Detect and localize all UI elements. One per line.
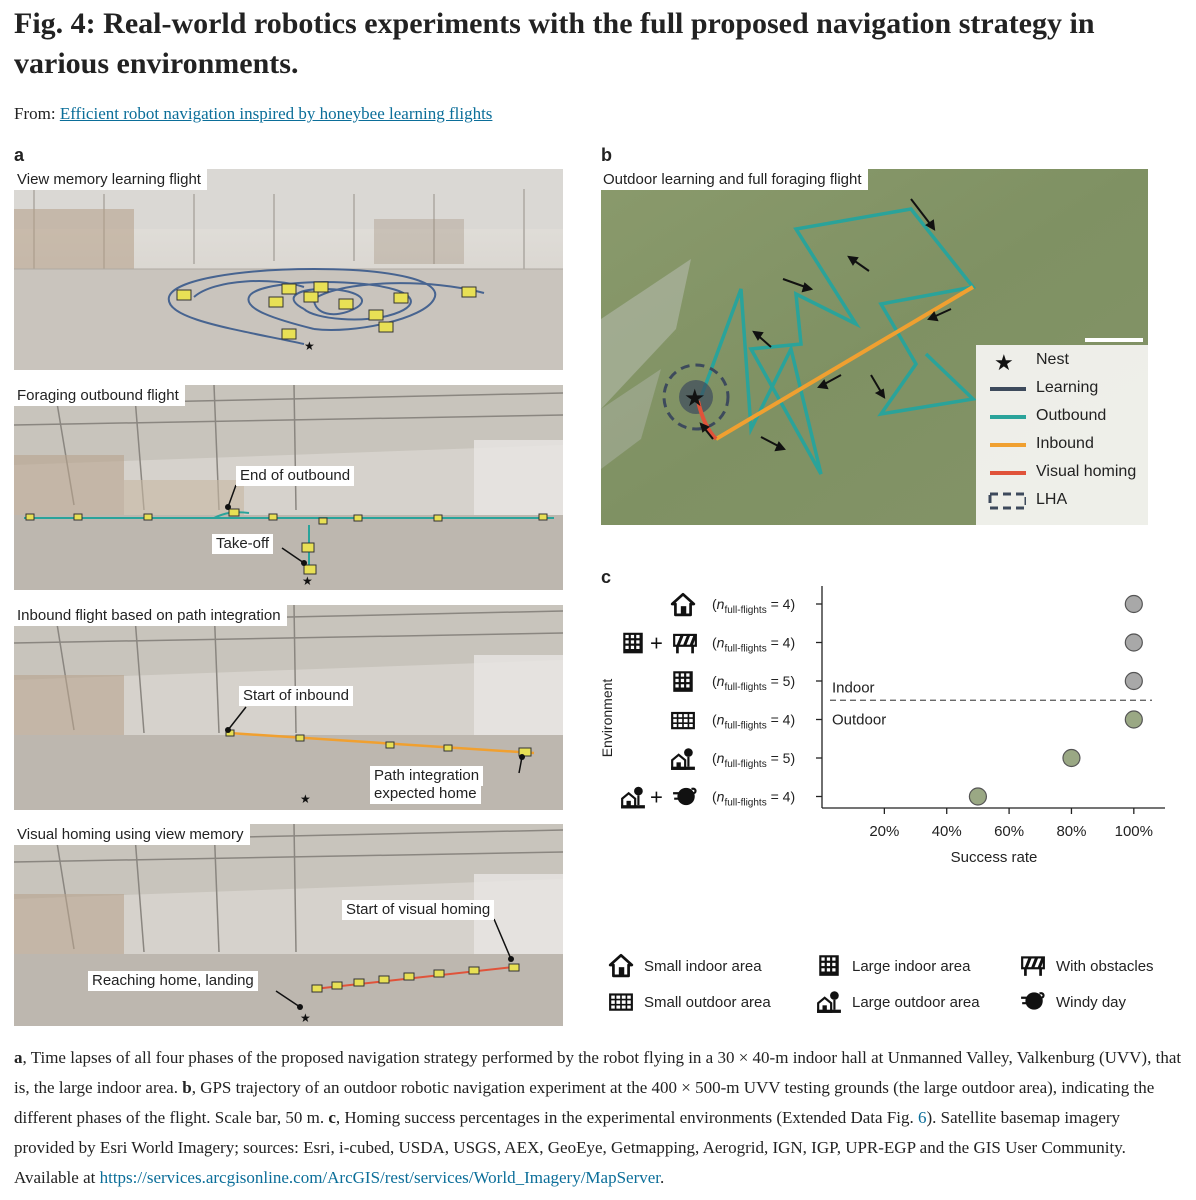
callout-reaching-home: Reaching home, landing [88, 971, 258, 991]
legend-label: Inbound [1036, 435, 1094, 452]
callout-expected-home: expected home [370, 784, 481, 804]
callout-end-of-outbound: End of outbound [236, 466, 354, 486]
data-point [1125, 711, 1142, 728]
svg-text:★: ★ [304, 339, 315, 353]
callout-path-integration: Path integration [370, 766, 483, 786]
callout-start-of-visual-homing: Start of visual homing [342, 900, 494, 920]
large-indoor-icon [623, 633, 643, 654]
caption-letter-b: b [182, 1078, 192, 1097]
svg-text:★: ★ [302, 574, 313, 588]
caption-c-text: , Homing success percentages in the experimental environments (Extended Data Fig. [335, 1108, 918, 1127]
learning-flight-photo [14, 169, 563, 370]
data-point [1063, 750, 1080, 767]
success-rate-chart [600, 568, 1190, 878]
gps-trajectory-map [601, 169, 1148, 525]
key-label: Windy day [1056, 994, 1127, 1011]
row-n-label: $(n_{full-flights} = 4)$ [712, 596, 796, 616]
y-axis-label: Environment [600, 678, 615, 758]
plus-sign: + [650, 784, 663, 810]
data-point [1125, 596, 1142, 613]
chart-plot [600, 568, 1190, 878]
caption-end: . [660, 1168, 665, 1187]
article-link[interactable]: Efficient robot navigation inspired by honeybee learning flights [59, 104, 493, 123]
callout-start-of-inbound: Start of inbound [239, 686, 353, 706]
map-legend [976, 345, 1148, 525]
legend-item-lha [976, 487, 1148, 515]
obstacles-icon [1022, 957, 1045, 975]
row-n-label: $(n_{full-flights} = 4)$ [712, 634, 796, 655]
indoor-label: Indoor [832, 679, 875, 697]
data-point [969, 788, 986, 805]
imagery-url-link[interactable]: https://services.arcgisonline.com/ArcGIS/rest/services/World_Imagery/MapServer [99, 1168, 661, 1187]
source-line [14, 104, 492, 124]
legend-label: LHA [1036, 491, 1068, 508]
legend-item-inbound [976, 431, 1148, 459]
figure-caption [14, 1043, 1184, 1193]
x-tick-label: 80% [1056, 823, 1087, 840]
small-outdoor-icon [610, 995, 632, 1010]
visual-homing-photo [14, 824, 563, 1026]
photo-label: Visual homing using view memory [14, 824, 250, 845]
legend-label: Learning [1036, 379, 1099, 396]
row-n-label: $(n_{full-flights} = 5)$ [712, 750, 796, 770]
obstacles-icon [674, 635, 697, 653]
icon-key [600, 944, 1190, 1024]
figure-title: Fig. 4: Real-world robotics experiments with the full proposed navigation strategy in various environments. [14, 7, 1095, 80]
large-indoor-icon [673, 671, 693, 692]
data-point [1125, 634, 1142, 651]
panel-a-letter: a [14, 145, 25, 165]
caption-a-text: , Time lapses of all four phases of the proposed navigation strategy performed by the robot flying in a 30 × 40-m indoor hall at Unmanned Valley, Valkenburg (UVV), that is, the large indoor area. [14, 1048, 1182, 1097]
caption-b-text: , GPS trajectory of an outdoor robotic navigation experiment at the 400 × 500-m UVV testing grounds (the large outdoor area), indicating the different phases of the flight. Scale bar, 50 m. [14, 1078, 1155, 1127]
map-title: Outdoor learning and full foraging flight [601, 169, 868, 190]
star-icon [986, 347, 1026, 375]
legend-item-nest [976, 347, 1148, 375]
x-tick-label: 40% [931, 823, 962, 840]
x-tick-label: 60% [994, 823, 1025, 840]
svg-text:★: ★ [994, 351, 1014, 375]
key-label: Large indoor area [852, 958, 971, 975]
outdoor-label: Outdoor [832, 711, 887, 729]
key-label: Small outdoor area [644, 994, 771, 1011]
small-indoor-icon [672, 594, 694, 615]
photo-label: View memory learning flight [14, 169, 207, 190]
svg-text:★: ★ [300, 792, 311, 806]
x-axis-label: Success rate [950, 849, 1038, 866]
large-indoor-icon [819, 955, 839, 976]
panel-b-letter: b [601, 145, 612, 165]
extended-data-link[interactable]: 6 [917, 1108, 927, 1127]
legend-label: Outbound [1036, 407, 1107, 424]
callout-take-off: Take-off [212, 534, 273, 554]
svg-text:★: ★ [684, 384, 706, 412]
photo-label: Inbound flight based on path integration [14, 605, 287, 626]
legend-label: Nest [1036, 351, 1069, 368]
inbound-flight-photo [14, 605, 563, 810]
large-outdoor-icon [621, 787, 645, 809]
windy-icon [673, 788, 695, 805]
large-outdoor-icon [671, 748, 695, 770]
outbound-flight-photo [14, 385, 563, 590]
plus-sign: + [650, 630, 663, 656]
caption-letter-a: a [14, 1048, 23, 1067]
caption-letter-c: c [328, 1108, 336, 1127]
legend-item-visual-homing [976, 459, 1148, 487]
caption-c-text2: ). Satellite basemap imagery provided by Esri World Imagery; sources: Esri, i-cubed, USDA, USGS, AEX, GeoEye, Getmapping, Aerogrid, IGN, IGP, UPR-EGP and the GIS User Community. Available at [14, 1108, 1126, 1187]
row-n-label: $(n_{full-flights} = 4)$ [712, 788, 796, 809]
row-n-label: $(n_{full-flights} = 5)$ [712, 673, 796, 693]
legend-item-learning [976, 375, 1148, 403]
photo-label: Foraging outbound flight [14, 385, 185, 406]
key-label: Large outdoor area [852, 994, 980, 1011]
x-tick-label: 20% [869, 823, 900, 840]
small-outdoor-icon [672, 713, 694, 728]
from-prefix: From: [14, 104, 60, 123]
legend-item-outbound [976, 403, 1148, 431]
icon-key-svg [600, 944, 1190, 1024]
svg-text:★: ★ [300, 1011, 311, 1025]
x-tick-label: 100% [1114, 823, 1154, 840]
legend-label: Visual homing [1036, 463, 1137, 480]
small-indoor-icon [610, 955, 632, 976]
windy-icon [1021, 992, 1043, 1009]
key-label: Small indoor area [644, 958, 762, 975]
data-point [1125, 673, 1142, 690]
row-n-label: $(n_{full-flights} = 4)$ [712, 711, 796, 732]
panel-c-letter: c [601, 567, 612, 587]
key-label: With obstacles [1056, 958, 1154, 975]
large-outdoor-icon [817, 991, 841, 1013]
